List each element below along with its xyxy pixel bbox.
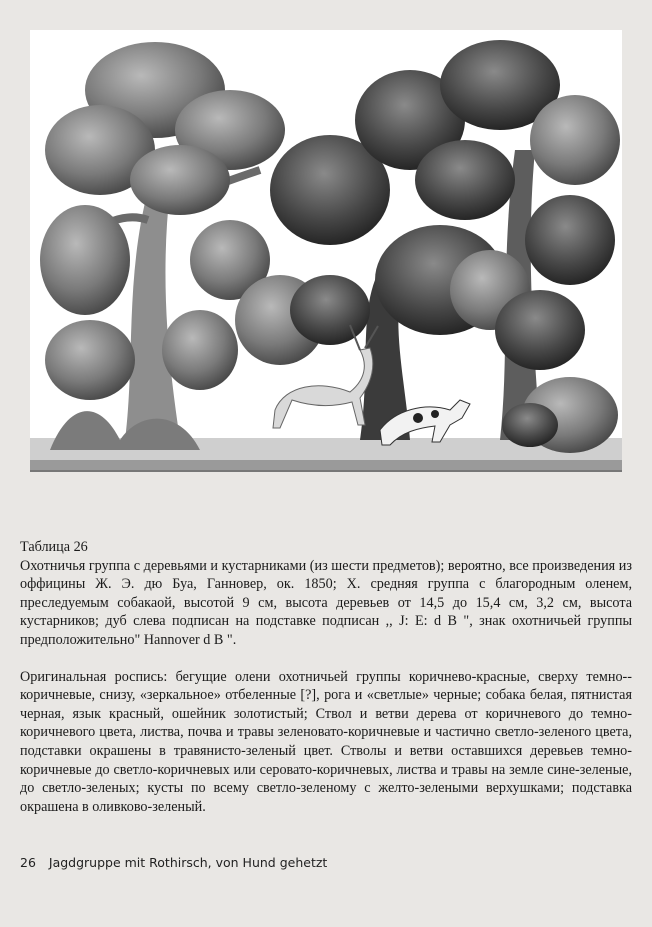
page-footer bbox=[20, 855, 327, 870]
plate-description: Охотничья группа с деревьями и кустарниками (из шести предметов); вероятно, все произведения из оффицины Ж. Э. дю Буа, Ганновер, ок. 1850; Х. средняя группа с благородным оленем, преследуемым собакаой, высотой 9 см, высота деревьев от 14,5 до 15,4 см, 3,2 см, высота кустарников; дуб слева подписан на подставке подписан ,, J: E: d B ", знак охотничьей группы предположительно" Hannover d B ". bbox=[20, 557, 632, 648]
running-title: Jagdgruppe mit Rothirsch, von Hund gehetzt bbox=[48, 855, 328, 870]
plate-painting-notes: Оригинальная роспись: бегущие олени охотничьей группы коричнево-красные, сверху темно--коричневые, снизу, «зеркальное» отбеленные [?], рога и «светлые» черные; собака белая, пятнистая черная, язык красный, ошейник золотистый; Ствол и ветви дерева от коричневого до темно-коричневого цвета, листва, почва и травы зеленовато-коричневые и частично светло-зеленого цвета, подставки окрашены в травянисто-зеленый цвет. Стволы и ветви оставшихся деревьев темно-коричневые до светло-коричневых или серовато-коричневых, листва и травы на земле сине-зеленые, до светло-зеленых; кусты по всему светло-зеленому с желто-зелеными верхушками; подставка окрашена в оливково-зеленый. bbox=[20, 668, 632, 815]
page-number: 26 bbox=[20, 855, 36, 870]
left-oak-tree bbox=[40, 42, 285, 450]
plate-title: Таблица 26 bbox=[20, 539, 88, 555]
plate-caption bbox=[20, 538, 632, 816]
plate-photograph bbox=[30, 30, 622, 472]
